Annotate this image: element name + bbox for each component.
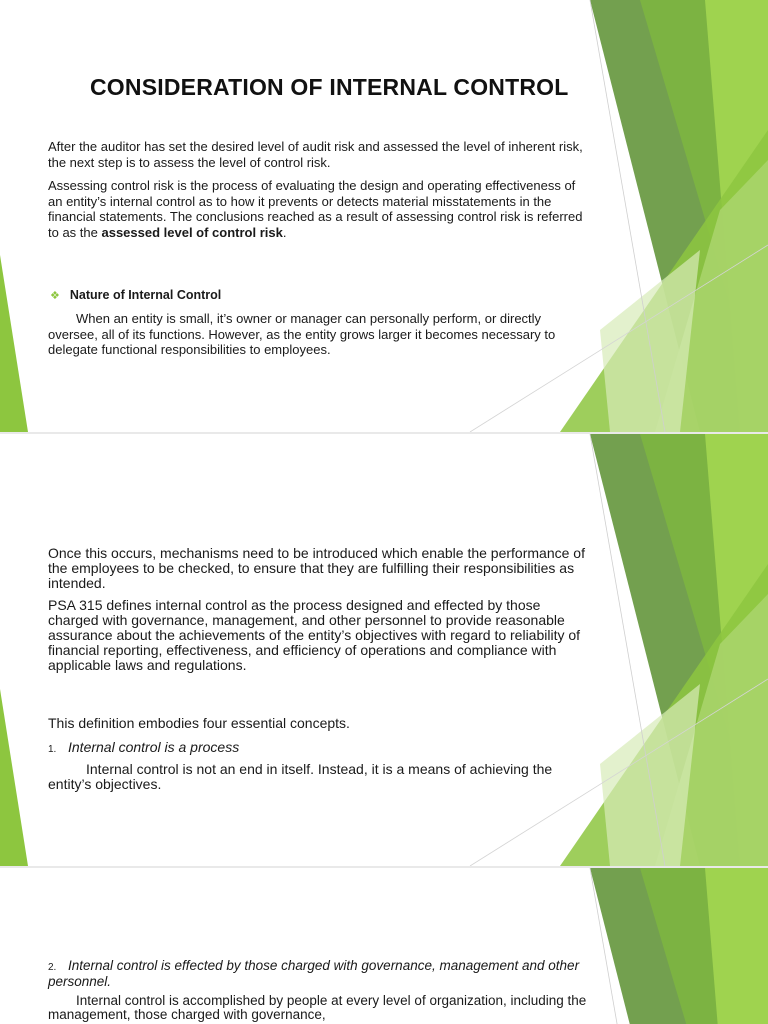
paragraph-psa-definition: PSA 315 defines internal control as the process designed and effected by those charged with governance, management, and other personnel to provide reasonable assurance about the achievements of the entity’s objectives with regard to reliability of financial reporting, effectiveness, and efficiency of operations and compliance with applicable laws and regulations.	[48, 597, 581, 673]
paragraph-process-text: Internal control is not an end in itself. Instead, it is a means of achieving the entity’s objectives.	[48, 761, 553, 792]
numbered-item-2	[48, 959, 588, 989]
paragraph-four-concepts: This definition embodies four essential concepts.	[48, 715, 350, 731]
paragraph-process	[48, 762, 588, 792]
paragraph-control-risk	[48, 178, 588, 240]
item-number: 1.	[48, 744, 57, 755]
paragraph-people	[48, 994, 588, 1022]
paragraph-people-text: Internal control is accomplished by people at every level of organization, including the management, those charged with governance,	[48, 993, 587, 1022]
bullet-heading-row	[50, 288, 221, 302]
item-title: Internal control is effected by those charged with governance, management and other personnel.	[48, 958, 580, 989]
item-number: 2.	[48, 962, 57, 973]
paragraph-control-risk-end: .	[282, 224, 287, 240]
paragraph-audit-risk: After the auditor has set the desired level of audit risk and assessed the level of inherent risk, the next step is to assess the level of control risk.	[48, 139, 583, 170]
numbered-item-1	[48, 739, 588, 755]
diamond-bullet-icon: ❖	[50, 290, 60, 302]
paragraph-mechanisms: Once this occurs, mechanisms need to be introduced which enable the performance of the employees to be checked, to ensure that they are fulfilling their responsibilities as intended.	[48, 545, 585, 591]
bullet-heading: Nature of Internal Control	[69, 288, 222, 302]
item-title: Internal control is a process	[68, 739, 240, 755]
slide-1	[0, 0, 768, 432]
slide-3	[0, 868, 768, 1024]
paragraph-nature-text: When an entity is small, it’s owner or manager can personally perform, or directly oversee, all of its functions. However, as the entity grows larger it becomes necessary to delegate functional responsibilities to employees.	[48, 311, 556, 357]
paragraph-control-risk-bold: assessed level of control risk	[101, 224, 283, 240]
paragraph-control-risk-text: Assessing control risk is the process of evaluating the design and operating effectiveness of an entity’s internal control as to how it prevents or detects material misstatements in the financial statements. The conclusions reached as a result of assessing control risk is referred to as the	[48, 178, 583, 240]
paragraph-nature	[48, 311, 588, 358]
slide-title: CONSIDERATION OF INTERNAL CONTROL	[90, 74, 569, 100]
slide-2	[0, 434, 768, 866]
